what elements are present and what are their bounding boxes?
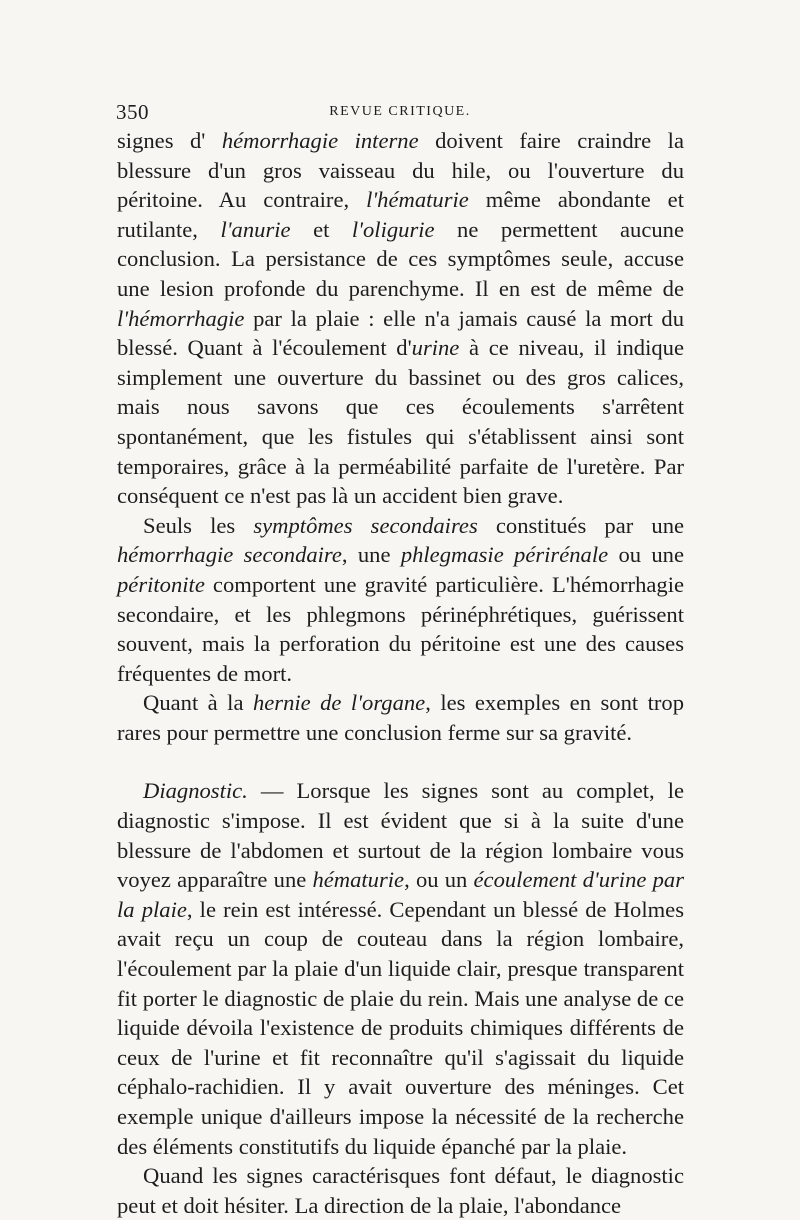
- text-run: , ou un: [404, 867, 474, 893]
- text-run: — Lorsque les signes sont au complet, le diagnostic s'impose. Il est évident que si à la suite d'une blessure de l'abdomen et surtout de la région lombaire vous voyez apparaître une: [117, 778, 684, 893]
- italic-term: écoulement d'urine par la plaie: [117, 867, 684, 922]
- page-header: [116, 100, 684, 126]
- paragraph-signes-defaut: [117, 1161, 684, 1220]
- italic-term: hémorrhagie secondaire: [117, 542, 342, 568]
- text-run: ne permettent aucune conclusion. La persistance de ces symptômes seule, accuse une lesion profonde du parenchyme. Il en est de même de: [117, 216, 684, 301]
- text-run: même abondante et rutilante,: [117, 187, 684, 242]
- text-run: constitués par une: [477, 512, 685, 538]
- italic-term: péritonite: [117, 571, 205, 597]
- running-title: REVUE CRITIQUE.: [329, 104, 471, 119]
- text-run: ou une: [608, 542, 684, 568]
- text-run: doivent faire craindre la blessure d'un gros vaisseau du hile, ou l'ouverture du péritoine. Au contraire,: [117, 128, 684, 213]
- italic-term: l'hématurie: [366, 187, 469, 213]
- italic-term: symptômes secondaires: [253, 512, 478, 538]
- italic-term: l'hémorrhagie: [117, 305, 245, 331]
- paragraph-hernie: [117, 688, 684, 747]
- text-run: signes d': [117, 128, 222, 153]
- text-run: , le rein est intéressé. Cependant un blessé de Holmes avait reçu un coup de couteau dans la région lombaire, l'écoulement par la plaie d'un liquide clair, presque transparent fit porter le diagnostic de plaie du rein. Mais une analyse de ce liquide dévoila l'existence de produits chimiques différents de ceux de l'urine et fit reconnaître qu'il s'agissait du liquide céphalo-rachidien. Il y avait ouverture des méninges. Cet exemple unique d'ailleurs impose la nécessité de la recherche des éléments constitutifs du liquide épanché par la plaie.: [117, 896, 684, 1159]
- italic-term: Diagnostic.: [143, 778, 248, 804]
- text-run: Quant à la: [143, 690, 253, 716]
- italic-term: hématurie: [312, 867, 405, 893]
- paragraph-symptomes-secondaires: [117, 511, 684, 689]
- italic-term: hernie de l'organe: [252, 690, 426, 716]
- italic-term: urine: [411, 335, 460, 361]
- italic-term: phlegmasie périrénale: [400, 542, 609, 568]
- text-run: , une: [341, 542, 401, 568]
- text-run: Quand les signes caractérisques font défaut, le diagnostic peut et doit hésiter. La direction de la plaie, l'abondance: [117, 1163, 684, 1218]
- text-run: à ce niveau, il indique simplement une ouverture du bassinet ou des gros calices, mais nous savons que ces écoulements s'arrêtent spontanément, que les fistules qui s'établissent ainsi sont temporaires, grâce à la perméabilité parfaite de l'uretère. Par conséquent ce n'est pas là un accident bien grave.: [117, 335, 684, 509]
- page-number: 350: [116, 100, 149, 124]
- text-run: , les exemples en sont trop rares pour permettre une conclusion ferme sur sa gravité.: [117, 690, 684, 745]
- text-run: par la plaie : elle n'a jamais causé la mort du blessé. Quant à l'écoulement d': [117, 305, 684, 361]
- body-text: [117, 126, 684, 1220]
- text-run: comportent une gravité particulière. L'hémorrhagie secondaire, et les phlegmons périnéphrétiques, guérissent souvent, mais la perforation du péritoine est une des causes fréquentes de mort.: [117, 571, 684, 686]
- paragraph-continuation: [117, 126, 684, 511]
- italic-term: l'anurie: [220, 216, 291, 242]
- text-run: Seuls les: [143, 512, 254, 538]
- text-run: et: [290, 216, 352, 242]
- italic-term: hémorrhagie interne: [221, 128, 419, 153]
- paragraph-diagnostic: [117, 776, 684, 1161]
- italic-term: l'oligurie: [351, 216, 435, 242]
